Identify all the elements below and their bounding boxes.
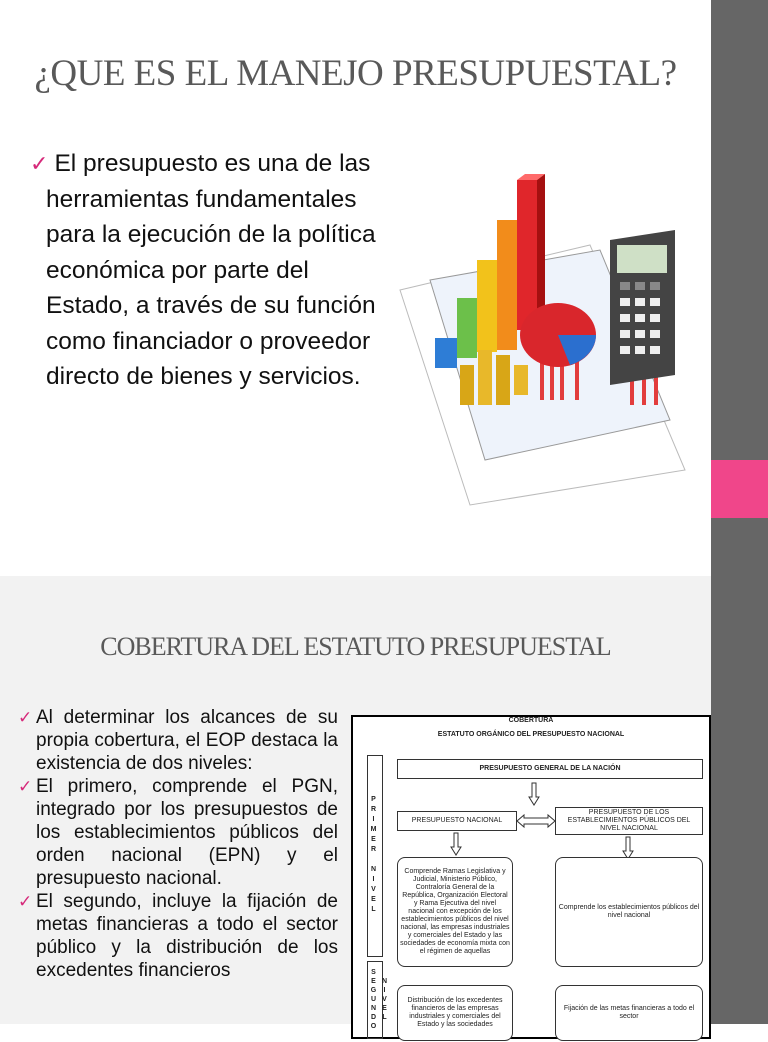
diagram-header: COBERTURA (508, 717, 554, 724)
diagram-subheader: ESTATUTO ORGÁNICO DEL PRESUPUESTO NACIONAL (437, 731, 625, 738)
bullet-text: El segundo, incluye la fijación de metas financieras a todo el sector público y la distribución de los excedentes financieros (36, 891, 338, 981)
bullet-text: El primero, comprende el PGN, integrado por los presupuestos de los establecimientos públicos del orden nacional (EPN) y el presupuesto nacional. (36, 776, 338, 889)
slide-paragraph (30, 146, 396, 395)
pn-box: PRESUPUESTO NACIONAL (397, 811, 517, 831)
bullet-list (18, 706, 338, 982)
second-level-text: SEGUNDO NIVEL (370, 968, 388, 1032)
checkmark-icon: ✓ (30, 151, 49, 176)
second-level-label (367, 961, 388, 1039)
slide-2 (0, 576, 711, 1032)
coverage-diagram (351, 715, 711, 1039)
arrow-down-icon (623, 837, 633, 859)
bullet-item (18, 775, 338, 890)
checkmark-icon: ✓ (18, 777, 33, 796)
first-level-text: PRIMER NIVEL (370, 796, 377, 916)
checkmark-icon: ✓ (18, 892, 33, 911)
pn-description: Comprende Ramas Legislativa y Judicial, Ministerio Público, Contraloría General de la República, Organización Electoral y Rama Ejecutiva del nivel nacional con excepción de los establecimientos públicos del nivel nacional, las empresas industriales y comerciales del Estado y las sociedades de economía mixta con el régimen de aquellas (397, 857, 513, 967)
double-arrow-icon (517, 815, 555, 827)
paragraph-text: El presupuesto es una de las herramientas fundamentales para la ejecución de la política económica por parte del Estado, a través de su función como financiador o proveedor directo de bienes y servicios. (46, 150, 376, 390)
goals-box: Fijación de las metas financieras a todo el sector (555, 985, 703, 1041)
bullet-text: Al determinar los alcances de su propia cobertura, el EOP destaca la existencia de dos niveles: (36, 707, 338, 774)
pie-chart (520, 303, 596, 367)
slide-1 (0, 0, 711, 560)
bullet-item (18, 706, 338, 775)
epn-description: Comprende los establecimientos públicos del nivel nacional (555, 857, 703, 967)
slide-title: COBERTURA DEL ESTATUTO PRESUPUESTAL (100, 632, 611, 661)
budget-illustration (390, 160, 710, 510)
pgn-box: PRESUPUESTO GENERAL DE LA NACIÓN (397, 759, 703, 779)
arrow-down-icon (529, 783, 539, 805)
checkmark-icon: ✓ (18, 708, 33, 727)
slide-separator (0, 560, 711, 576)
sidebar-accent (711, 460, 768, 518)
bullet-item (18, 890, 338, 982)
slide-title: ¿QUE ES EL MANEJO PRESUPUESTAL? (34, 53, 677, 94)
first-level-label (367, 755, 383, 957)
epn-box: PRESUPUESTO DE LOS ESTABLECIMIENTOS PÚBLICOS DEL NIVEL NACIONAL (555, 807, 703, 835)
calculator-icon (610, 230, 675, 385)
distribution-box: Distribución de los excedentes financieros de las empresas industriales y comerciales del Estado y las sociedades (397, 985, 513, 1041)
arrow-down-icon (451, 833, 461, 855)
